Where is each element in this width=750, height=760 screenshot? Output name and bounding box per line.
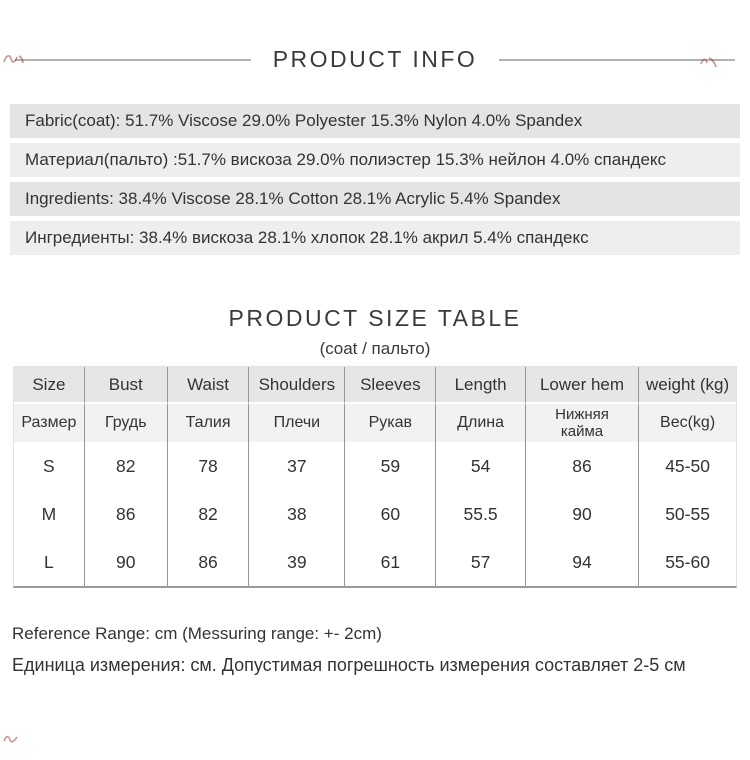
info-row-fabric-en: Fabric(coat): 51.7% Viscose 29.0% Polyester 15.3% Nylon 4.0% Spandex [10,104,740,138]
column-header-bust: Bust [85,367,168,404]
cell-s-sleeves: 59 [345,442,436,490]
watermark-scribble-icon [700,55,718,69]
product-info-heading: PRODUCT INFO [272,46,478,72]
table-row-size-l [14,538,736,586]
cell-s-bust: 82 [85,442,168,490]
heading-rule-left [15,59,251,61]
column-header-shoulders: Shoulders [249,367,345,404]
column-header-size: Size [14,367,85,404]
product-info-page [0,46,750,760]
cell-s-lower-hem: 86 [526,442,639,490]
table-row-size-s [14,442,736,490]
watermark-scribble-icon [3,733,19,745]
column-header-weight-ru: Вес(kg) [639,404,736,442]
cell-m-weight: 50-55 [639,490,736,538]
measurement-notes [12,624,750,676]
reference-range-ru: Единица измерения: см. Допустимая погрешность измерения составляет 2-5 см [12,655,686,675]
cell-l-size: L [14,538,85,586]
cell-l-length: 57 [436,538,526,586]
cell-m-lower-hem: 90 [526,490,639,538]
size-table [13,366,737,588]
column-header-size-ru: Размер [14,404,85,442]
column-header-shoulders-ru: Плечи [249,404,345,442]
cell-s-size: S [14,442,85,490]
column-header-lower-hem-ru [526,404,639,442]
column-header-weight: weight (kg) [639,367,736,404]
cell-s-weight: 45-50 [639,442,736,490]
info-row-ingredients-ru: Ингредиенты: 38.4% вискоза 28.1% хлопок 28.1% акрил 5.4% спандекс [10,221,740,255]
size-table-header-row-ru [14,404,736,442]
cell-l-shoulders: 39 [249,538,345,586]
cell-s-waist: 78 [168,442,250,490]
lower-hem-ru-label: Нижняя кайма [555,405,609,440]
cell-l-bust: 90 [85,538,168,586]
info-row-fabric-ru: Материал(пальто) :51.7% вискоза 29.0% полиэстер 15.3% нейлон 4.0% спандекс [10,143,740,177]
cell-m-bust: 86 [85,490,168,538]
size-table-heading: PRODUCT SIZE TABLE [228,305,522,331]
column-header-length: Length [436,367,526,404]
column-header-sleeves: Sleeves [345,367,436,404]
info-row-ingredients-en: Ingredients: 38.4% Viscose 28.1% Cotton 28.1% Acrylic 5.4% Spandex [10,182,740,216]
watermark-scribble-icon [3,52,25,66]
cell-s-shoulders: 37 [249,442,345,490]
table-row-size-m [14,490,736,538]
column-header-waist-ru: Талия [168,404,250,442]
reference-range-en: Reference Range: cm (Messuring range: +- 2cm) [12,624,382,643]
column-header-length-ru: Длина [436,404,526,442]
cell-l-weight: 55-60 [639,538,736,586]
cell-m-shoulders: 38 [249,490,345,538]
cell-m-length: 55.5 [436,490,526,538]
cell-l-sleeves: 61 [345,538,436,586]
cell-l-waist: 86 [168,538,250,586]
column-header-waist: Waist [168,367,250,404]
column-header-bust-ru: Грудь [85,404,168,442]
column-header-sleeves-ru: Рукав [345,404,436,442]
cell-l-lower-hem: 94 [526,538,639,586]
column-header-lower-hem: Lower hem [526,367,639,404]
fabric-info-list [10,104,740,255]
size-table-subtitle: (coat / пальто) [319,339,431,358]
cell-m-sleeves: 60 [345,490,436,538]
cell-s-length: 54 [436,442,526,490]
cell-m-waist: 82 [168,490,250,538]
size-table-header-row-en [14,367,736,404]
product-info-heading-row [15,46,735,73]
cell-m-size: M [14,490,85,538]
